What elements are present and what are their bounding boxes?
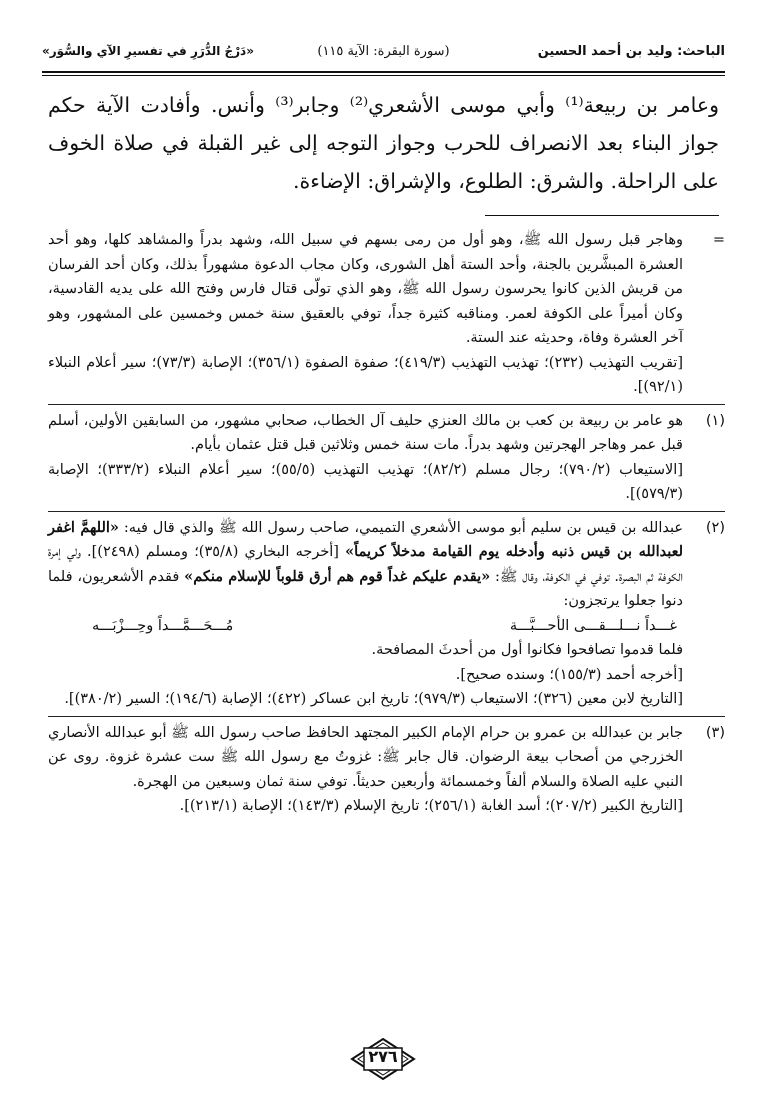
verse-hemistich-first: غـــداً نـــلـــقـــى الأحـــبَّـــة bbox=[509, 617, 677, 634]
footnote-3 bbox=[48, 721, 725, 819]
footnote-marker: (٢) bbox=[705, 519, 725, 536]
footnote-divider bbox=[48, 404, 725, 405]
main-text bbox=[48, 86, 719, 200]
footnote-references: [الاستيعاب (٧٩٠/٢)؛ رجال مسلم (٨٢/٢)؛ تهذيب التهذيب (٥٥/٥)؛ سير أعلام النبلاء (٣٣٣/٢)؛ الإصابة (٥٧٩/٣)]. bbox=[48, 461, 683, 502]
page-number: ٢٧٦ bbox=[368, 1047, 398, 1066]
header-surah-verse: (سورة البقرة: الآية ١١٥) bbox=[317, 44, 450, 59]
hadith-quote: «اللهمَّ اغفر لعبدالله بن قيس ذنبه وأدخله يوم القيامة مدخلاً كريماً» bbox=[48, 518, 684, 560]
footnote-marker: (١) bbox=[705, 412, 725, 429]
footnote-separator bbox=[485, 215, 719, 216]
footnote-text-segment: [أخرجه البخاري (٣٥/٨)؛ ومسلم (٢٤٩٨)]. ولي إمرة الكوفة ثم البصرة. توفي في الكوفة، وقال ﷺ: bbox=[48, 544, 684, 585]
page-number-ornament bbox=[350, 1038, 416, 1080]
footnote-text: هو عامر بن ربيعة بن كعب بن مالك العنزي حليف آل الخطاب، صحابي مشهور، من السابقين الأولين، أسلم قبل عمر وهاجر الهجرتين وشهد بدراً. مات سنة خمس وثلاثين قبل قتل عثمان بأيام. bbox=[48, 412, 683, 453]
main-paragraph: وعامر بن ربيعة⁽¹⁾ وأبي موسى الأشعري⁽²⁾ وجابر⁽³⁾ وأنس. وأفادت الآية حكم جواز البناء بعد الانصراف للحرب وجواز التوجه إلى غير القبلة في صلاة الخوف على الراحلة. والشرق: الطلوع، والإشراق: الإضاءة. bbox=[48, 93, 720, 193]
verse-hemistich-second: مُـــحَـــمَّـــداً وحِـــزْبَـــه bbox=[92, 617, 234, 634]
footnote-1 bbox=[48, 409, 725, 507]
footnote-text: فلما قدموا تصافحوا فكانوا أول من أحدثَ المصافحة. bbox=[371, 642, 683, 658]
footnote-text-segment: عبدالله بن قيس بن سليم أبو موسى الأشعري التميمي، صاحب رسول الله ﷺ والذي قال فيه: bbox=[123, 519, 684, 536]
header-rule-thin bbox=[42, 75, 725, 76]
footnote-marker: (٣) bbox=[705, 724, 725, 741]
footnote-text: جابر بن عبدالله بن عمرو بن حرام الإمام الكبير المجتهد الحافظ صاحب رسول الله ﷺ أبو عبدالله الأنصاري الخزرجي من أصحاب بيعة الرضوان. قال جابر ﷺ: غزوتُ مع رسول الله ﷺ ست عشرة غزوة. روى عن النبي عليه الصلاة والسلام ألفاً وخمسمائة وأربعين حديثاً. توفي سنة ثمان وسبعين من الهجرة. bbox=[48, 724, 683, 790]
footnote-text: وهاجر قبل رسول الله ﷺ، وهو أول من رمى بسهم في سبيل الله، وشهد بدراً والمشاهد كلها، وهو أحد العشرة المبشَّرين بالجنة، وأحد الستة أهل الشورى، وكان مجاب الدعوة مشهوراً بذلك، وكان أحد الفرسان من قريش الذين كانوا يحرسون رسول الله ﷺ، وهو الذي تولّى قتال فارس وفتح الله على يديه القادسية، وكان أميراً على الكوفة لعمر. ومناقبه كثيرة جداً، توفي بالعقيق سنة خمس وخمسين على المشهور، وهو آخر العشرة وفاة، وحديثه عند الستة. bbox=[48, 232, 683, 346]
header-author: الباحث: وليد بن أحمد الحسين bbox=[537, 44, 725, 59]
footnote-divider bbox=[48, 511, 725, 512]
footnote-references: [أخرجه أحمد (١٥٥/٣)؛ وسنده صحيح]. bbox=[455, 666, 683, 683]
footnote-references: [التاريخ لابن معين (٣٢٦)؛ الاستيعاب (٩٧٩/٣)؛ تاريخ ابن عساكر (٤٢٢)؛ الإصابة (١٩٤/٦)؛ السير (٣٨٠/٢)]. bbox=[64, 691, 683, 707]
footnote-references: [تقريب التهذيب (٢٣٢)؛ تهذيب التهذيب (٤١٩/٣)؛ صفوة الصفوة (٣٥٦/١)؛ الإصابة (٧٣/٣)؛ سير أعلام النبلاء (٩٢/١)]. bbox=[48, 354, 683, 395]
hadith-quote: «يقدم عليكم غداً قوم هم أرق قلوباً للإسلام منكم» bbox=[184, 567, 491, 585]
footnote-text bbox=[48, 516, 683, 614]
header-rule bbox=[42, 71, 725, 73]
footnote-marker: = bbox=[712, 232, 725, 248]
header-book-title: «دَرْجُ الدُّرَرِ في تفسيرِ الآي والسُّوَر» bbox=[42, 44, 254, 58]
footnote-text-segment: فقدم الأشعريون، فلما دنوا جعلوا يرتجزون: bbox=[48, 568, 683, 609]
footnotes bbox=[48, 228, 725, 819]
footnote-continued bbox=[48, 228, 725, 400]
footnote-2 bbox=[48, 516, 725, 712]
poetry-verse bbox=[48, 614, 683, 639]
footnote-divider bbox=[48, 716, 725, 717]
footnote-references: [التاريخ الكبير (٢٠٧/٢)؛ أسد الغابة (٢٥٦/١)؛ تاريخ الإسلام (١٤٣/٣)؛ الإصابة (٢١٣/١)]. bbox=[179, 798, 683, 814]
